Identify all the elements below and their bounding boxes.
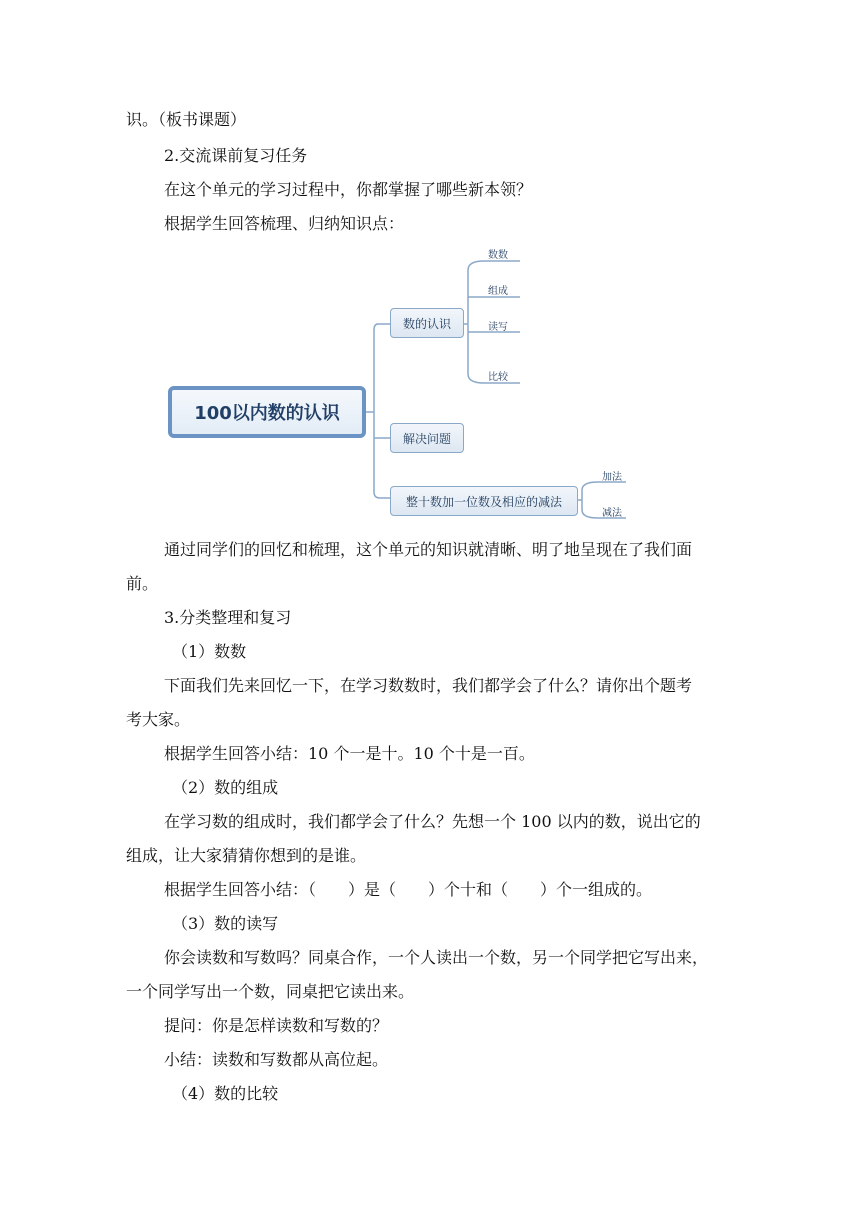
text-line: 在学习数的组成时，我们都学会了什么？先想一个 100 以内的数，说出它的 [164,812,701,831]
leaf-addition: 加法 [602,472,622,483]
text-line: 识。（板书课题） [126,110,247,129]
text-line: 你会读数和写数吗？同桌合作，一个人读出一个数，另一个同学把它写出来， [164,948,709,967]
leaf-subtraction: 减法 [602,508,622,519]
text-line: 通过同学们的回忆和梳理，这个单元的知识就清晰、明了地呈现在了我们面 [164,540,693,559]
text-line: 在这个单元的学习过程中，你都掌握了哪些新本领？ [164,180,533,199]
section-heading: 2.交流课前复习任务 [164,146,308,165]
text-line: 根据学生回答梳理、归纳知识点： [164,214,405,233]
branch-addition-subtraction: 整十数加一位数及相应的减法 [390,486,578,516]
mind-map [164,240,634,522]
branch-problem-solving: 解决问题 [390,423,464,453]
leaf-compare: 比较 [488,372,508,383]
text-line: 考大家。 [126,710,191,729]
text-line: 根据学生回答小结：10 个一是十。10 个十是一百。 [164,744,535,763]
leaf-read-write: 读写 [488,322,508,333]
subsection-heading: （1）数数 [172,642,247,661]
subsection-heading: （2）数的组成 [172,778,279,797]
text-line: 小结：读数和写数都从高位起。 [164,1050,389,1069]
text-line: 前。 [126,574,159,593]
branch-number-recognition: 数的认识 [390,308,464,338]
section-heading: 3.分类整理和复习 [164,608,292,627]
mind-map-connectors [164,240,634,522]
leaf-counting: 数数 [488,250,508,261]
text-line: 一个同学写出一个数，同桌把它读出来。 [126,982,415,1001]
mind-map-root: 100以内数的认识 [168,386,366,438]
text-line: 根据学生回答小结：（ ）是（ ）个十和（ ）个一组成的。 [164,880,653,899]
text-line: 下面我们先来回忆一下，在学习数数时，我们都学会了什么？请你出个题考 [164,676,693,695]
subsection-heading: （4）数的比较 [172,1084,279,1103]
subsection-heading: （3）数的读写 [172,914,279,933]
text-line: 提问：你是怎样读数和写数的？ [164,1016,389,1035]
leaf-composition: 组成 [488,286,508,297]
text-line: 组成，让大家猜猜你想到的是谁。 [126,846,367,865]
